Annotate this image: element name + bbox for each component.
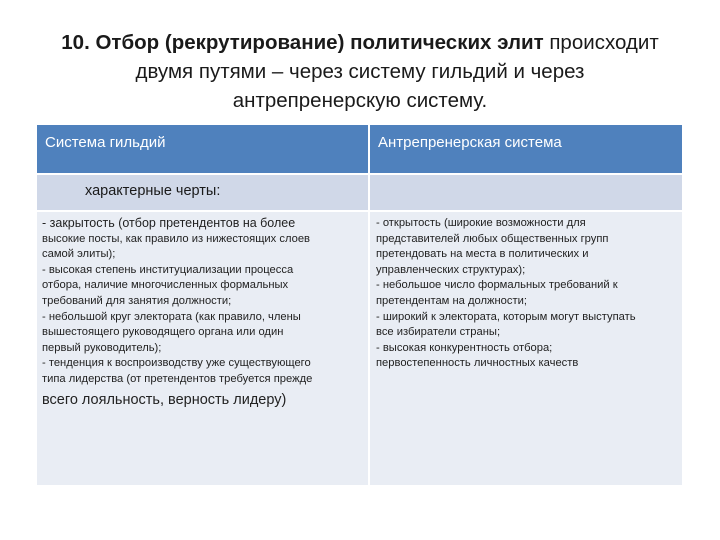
guild-first-line: - закрытость (отбор претендентов на более (42, 216, 296, 230)
guild-features-cell (37, 212, 368, 485)
entrepreneur-features-text: - открытость (широкие возможности для представителей любых общественных групп претендовать на места в политических и управленческих структурах); - небольшое число формальных требований к претендентам на должности; - широкий к электората, которым могут выступать все избиратели страны; - высокая конкурентность отбора; первостепенность личностных качеств (376, 217, 636, 370)
title-rest: происходит (543, 31, 659, 54)
subheader-features: характерные черты: (37, 175, 368, 210)
title-line-3: антрепренерскую систему. (232, 89, 488, 112)
header-guild-system: Система гильдий (37, 125, 368, 173)
title-line-2: двумя путями – через систему гильдий и через (135, 60, 585, 83)
guild-features-text: высокие посты, как правило из нижестоящих слоев самой элиты); - высокая степень институциализации процесса отбора, наличие многочисленных формальных требований для занятия должности; - небольшой круг электората (как правило, члены вышестоящего руководящего органа или один первый руководитель); - тенденция к воспроизводству уже существующего типа лидерства (от претендентов требуется прежде (42, 232, 313, 385)
guild-features-tail: всего лояльность, верность лидеру) (42, 391, 287, 408)
subheader-empty (370, 175, 682, 210)
comparison-table (37, 125, 682, 485)
entrepreneur-features-cell (370, 212, 682, 485)
header-entrepreneur-system: Антрепренерская система (370, 125, 682, 173)
title-bold-part: 10. Отбор (рекрутирование) политических элит (61, 31, 544, 54)
slide-title (30, 28, 690, 115)
